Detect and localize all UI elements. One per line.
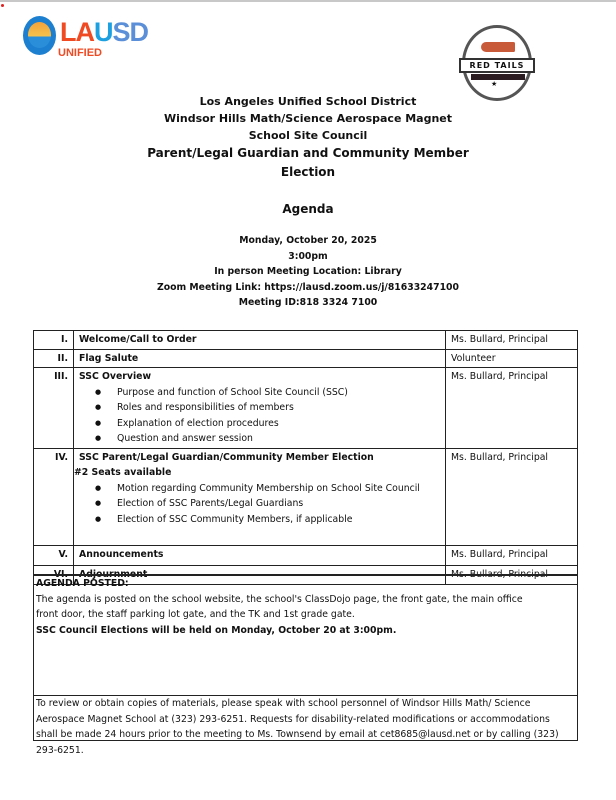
- item-presenter: Ms. Bullard, Principal: [446, 448, 578, 545]
- bullet-list: [79, 385, 440, 447]
- posted-text: The agenda is posted on the school website, the school's ClassDojo page, the front gate, the main office front door, the staff parking lot gate, and the TK and 1st grade gate.: [36, 593, 523, 620]
- item-title: Welcome/Call to Order: [74, 331, 446, 350]
- item-title: SSC Overview: [79, 371, 152, 382]
- item-subtitle: #2 Seats available: [74, 467, 172, 478]
- heading-line: School Site Council: [248, 129, 368, 142]
- item-number: III.: [34, 368, 74, 449]
- item-presenter: Ms. Bullard, Principal: [446, 368, 578, 449]
- item-title: Announcements: [74, 545, 446, 565]
- item-number: IV.: [34, 448, 74, 545]
- accessibility-notice: [33, 695, 578, 756]
- item-title: Adjournment: [74, 565, 446, 584]
- meeting-id: Meeting ID:818 3324 7100: [238, 297, 378, 308]
- agenda-posted-box: [33, 574, 578, 696]
- list-item: ● Roles and responsibilities of members: [117, 400, 440, 416]
- agenda-title: Agenda: [282, 202, 334, 216]
- item-presenter: Ms. Bullard, Principal: [446, 331, 578, 350]
- posted-label: AGENDA POSTED:: [36, 578, 129, 589]
- red-tails-text: RED TAILS: [459, 58, 535, 73]
- footer-text: To review or obtain copies of materials, please speak with school personnel of Windsor Hills Math/ Science Aerospace Magnet School at (323) 293-6251. Requests for disability-related modifications or accommodations shall be made 24 hours prior to the meeting to Ms. Townsend by email at cet8685@lausd.net or by calling (323) 293-6251.: [36, 698, 559, 756]
- list-item: ● Question and answer session: [117, 431, 440, 447]
- list-item: ● Explanation of election procedures: [117, 416, 440, 432]
- meeting-date: Monday, October 20, 2025: [239, 235, 377, 246]
- agenda-table: [33, 330, 578, 585]
- elections-notice: SSC Council Elections will be held on Monday, October 20 at 3:00pm.: [36, 624, 397, 636]
- lausd-logo: LAUSD UNIFIED: [58, 17, 149, 59]
- table-row: [34, 331, 578, 350]
- list-item: ● Election of SSC Community Members, if applicable: [117, 512, 420, 528]
- table-row: [34, 368, 578, 449]
- heading-line: Parent/Legal Guardian and Community Member: [147, 146, 469, 160]
- heading-line: Windsor Hills Math/Science Aerospace Magnet: [163, 112, 453, 125]
- table-row: [34, 448, 578, 545]
- red-tails-logo: [462, 25, 532, 101]
- meeting-time: 3:00pm: [288, 250, 328, 262]
- star-icon: ★: [491, 80, 498, 88]
- list-item: ● Purpose and function of School Site Council (SSC): [117, 385, 440, 401]
- zoom-link[interactable]: Zoom Meeting Link: https://lausd.zoom.us/j/81633247100: [156, 281, 459, 293]
- item-title: SSC Parent/Legal Guardian/Community Member Election: [79, 451, 374, 463]
- bullet-list: [74, 481, 440, 528]
- item-content: [74, 448, 446, 545]
- plane-icon: [481, 42, 515, 52]
- table-row: [34, 349, 578, 368]
- item-content: [74, 368, 446, 449]
- meeting-info: [0, 233, 616, 311]
- list-item: ● Motion regarding Community Membership on School Site Council: [117, 481, 420, 497]
- item-number: VI.: [34, 565, 74, 584]
- meeting-location: In person Meeting Location: Library: [214, 266, 402, 277]
- item-number: I.: [34, 331, 74, 350]
- item-presenter: Ms. Bullard, Principal: [446, 545, 578, 565]
- heading-line: Los Angeles Unified School District: [199, 95, 417, 108]
- heading-line: Election: [280, 165, 336, 179]
- document-heading: [0, 93, 616, 182]
- item-number: V.: [34, 545, 74, 565]
- item-title: Flag Salute: [74, 349, 446, 368]
- list-item: ● Election of SSC Parents/Legal Guardians: [117, 496, 420, 512]
- item-presenter: Volunteer: [446, 349, 578, 368]
- item-number: II.: [34, 349, 74, 368]
- red-dot-marker: [1, 4, 4, 7]
- item-presenter: Ms. Bullard, Principal: [446, 565, 578, 584]
- top-border: [0, 0, 616, 2]
- table-row: [34, 545, 578, 565]
